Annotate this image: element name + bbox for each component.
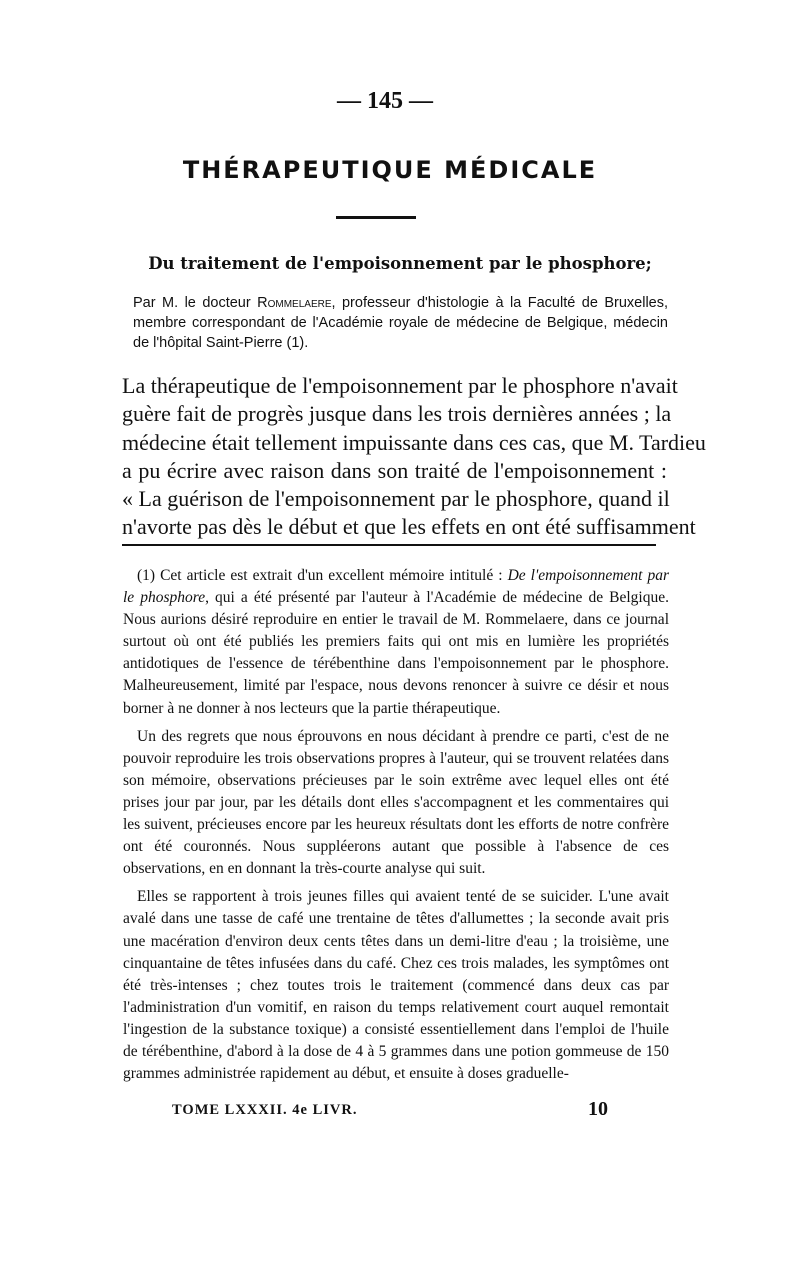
footnote — [123, 565, 669, 1085]
byline-prefix: Par M. le docteur — [133, 295, 258, 311]
footnote-paragraph-3: Elles se rapportent à trois jeunes filles qui avaient tenté de se suicider. L'une avait avalé dans une tasse de café une trentaine de têtes d'allumettes ; la seconde avait pris une macération d'environ deux cents têtes dans un demi-litre d'eau ; la troisième, une cinquantaine de têtes infusées dans du café. Chez ces trois malades, les symptômes ont été très-intenses ; chez toutes trois le traitement (commencé dans deux cas par l'administration d'un vomitif, en raison du temps relativement court auquel remontait l'ingestion de la substance toxique) a consisté essentiellement dans l'emploi de l'huile de térébenthine, d'abord à la dose de 4 à 5 grammes dans une potion gommeuse de 150 grammes administrée rapidement au début, et ensuite à doses graduelle- — [123, 888, 669, 1083]
footnote-paragraph-1 — [123, 565, 669, 720]
body-line: médecine était tellement impuissante dans ces cas, que M. Tardieu — [122, 429, 706, 455]
footnote-cited-title: De l'empoisonnement par le phosphore — [123, 567, 669, 607]
body-text — [122, 372, 706, 542]
footnote-text: (1) Cet article est extrait d'un excellent mémoire intitulé : — [137, 567, 508, 584]
footnote-text: , qui a été présenté par l'auteur à l'Académie de médecine de Belgique. Nous aurions désiré reproduire en entier le travail de M. Rommelaere, dans ce journal surtout où ont été publiés les premiers faits qui ont mis en lumière les propriétés antidotiques de l'essence de térébenthine dans l'empoisonnement par le phosphore. Malheureusement, limité par l'espace, nous devons renoncer à suivre ce désir et nous borner à ne donner à nos lecteurs que la partie thérapeutique. — [123, 589, 669, 717]
byline-affiliation: , professeur d'histologie à la Faculté de Bruxelles, membre correspondant de l'Académie royale de médecine de Belgique, médecin de l'hôpital Saint-Pierre (1). — [133, 295, 669, 351]
author-byline — [133, 293, 668, 353]
body-line: n'avorte pas dès le début et que les effets en ont été suffisamment — [122, 514, 696, 540]
body-line: guère fait de progrès jusque dans les trois dernières années ; la — [122, 401, 672, 427]
body-line: La thérapeutique de l'empoisonnement par le phosphore n'avait — [122, 373, 678, 398]
volume-signature: TOME LXXXII. 4e LIVR. — [172, 1102, 358, 1118]
title-divider — [336, 216, 416, 219]
footnote-divider — [122, 544, 656, 546]
body-line: « La guérison de l'empoisonnement par le phosphore, quand il — [122, 486, 670, 512]
footnote-paragraph-2: Un des regrets que nous éprouvons en nous décidant à prendre ce parti, c'est de ne pouvoir reproduire les trois observations propres à l'auteur, qui se trouvent relatées dans son mémoire, observations précieuses par le soin extrême avec lequel elles ont été prises jour par jour, par les détails dont elles s'accompagnent et les commentaires qui les suivent, précieuses encore par les heureux résultats dont les efforts de notre confrère ont été couronnés. Nous suppléerons autant que possible à l'absence de ces observations, en en donnant la très-courte analyse qui suit. — [123, 727, 669, 878]
article-title: Du traitement de l'empoisonnement par le phosphore; — [148, 254, 652, 273]
page-number: — 145 — — [337, 88, 433, 114]
author-name: Rommelaere — [257, 295, 332, 311]
body-line: a pu écrire avec raison dans son traité de l'empoisonnement : — [122, 457, 667, 483]
sheet-number: 10 — [588, 1098, 608, 1120]
section-title: THÉRAPEUTIQUE MÉDICALE — [182, 156, 598, 184]
